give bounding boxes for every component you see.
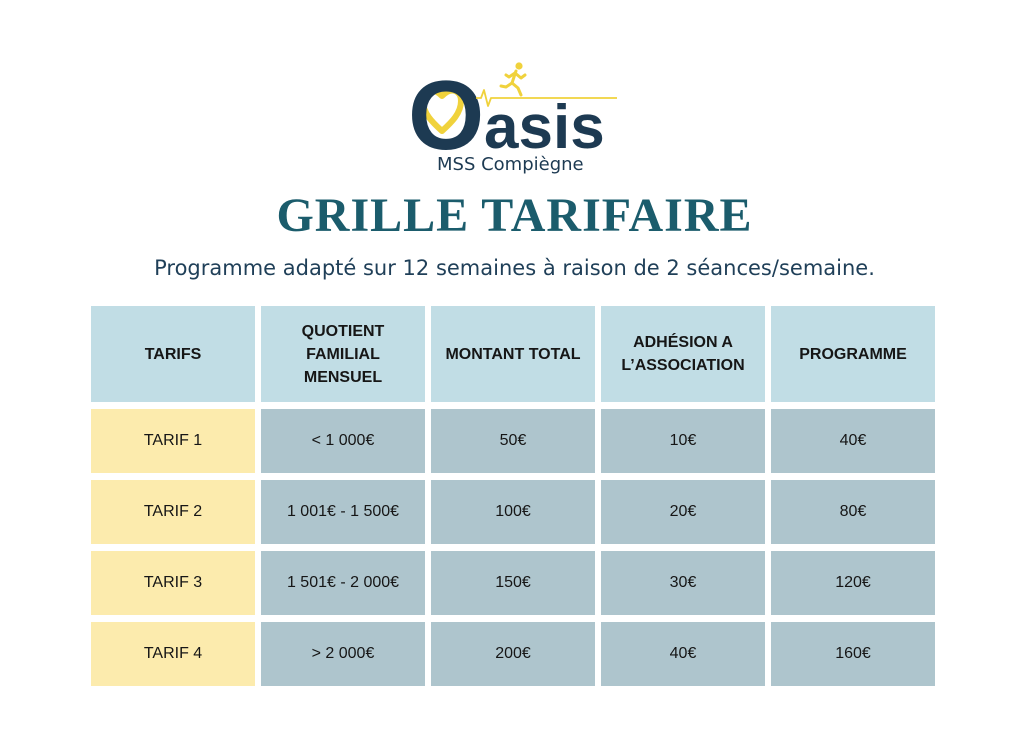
programme-value: 80€ [771, 480, 935, 544]
total-value: 100€ [431, 480, 595, 544]
oasis-logo [405, 58, 625, 178]
header-tarifs: TARIFS [91, 306, 255, 402]
adhesion-value: 30€ [601, 551, 765, 615]
adhesion-value: 10€ [601, 409, 765, 473]
header-programme: PROGRAMME [771, 306, 935, 402]
pricing-table [91, 306, 935, 686]
header-montant-total: MONTANT TOTAL [431, 306, 595, 402]
adhesion-value: 20€ [601, 480, 765, 544]
programme-value: 40€ [771, 409, 935, 473]
quotient-value: 1 001€ - 1 500€ [261, 480, 425, 544]
page-title: GRILLE TARIFAIRE [276, 189, 753, 242]
adhesion-value: 40€ [601, 622, 765, 686]
quotient-value: 1 501€ - 2 000€ [261, 551, 425, 615]
header-quotient: QUOTIENT FAMILIAL MENSUEL [261, 306, 425, 402]
runner-icon [501, 62, 525, 95]
programme-value: 160€ [771, 622, 935, 686]
tarif-label: TARIF 1 [91, 409, 255, 473]
tarif-label: TARIF 3 [91, 551, 255, 615]
page-subtitle: Programme adapté sur 12 semaines à raison de 2 séances/semaine. [154, 256, 875, 280]
logo-tagline: MSS Compiègne [437, 154, 584, 175]
logo-word: asis [484, 93, 605, 162]
tarif-label: TARIF 2 [91, 480, 255, 544]
logo-letter-o: O [408, 60, 485, 170]
header-adhesion: ADHÉSION A L’ASSOCIATION [601, 306, 765, 402]
programme-value: 120€ [771, 551, 935, 615]
total-value: 200€ [431, 622, 595, 686]
quotient-value: > 2 000€ [261, 622, 425, 686]
total-value: 50€ [431, 409, 595, 473]
total-value: 150€ [431, 551, 595, 615]
quotient-value: < 1 000€ [261, 409, 425, 473]
tarif-label: TARIF 4 [91, 622, 255, 686]
